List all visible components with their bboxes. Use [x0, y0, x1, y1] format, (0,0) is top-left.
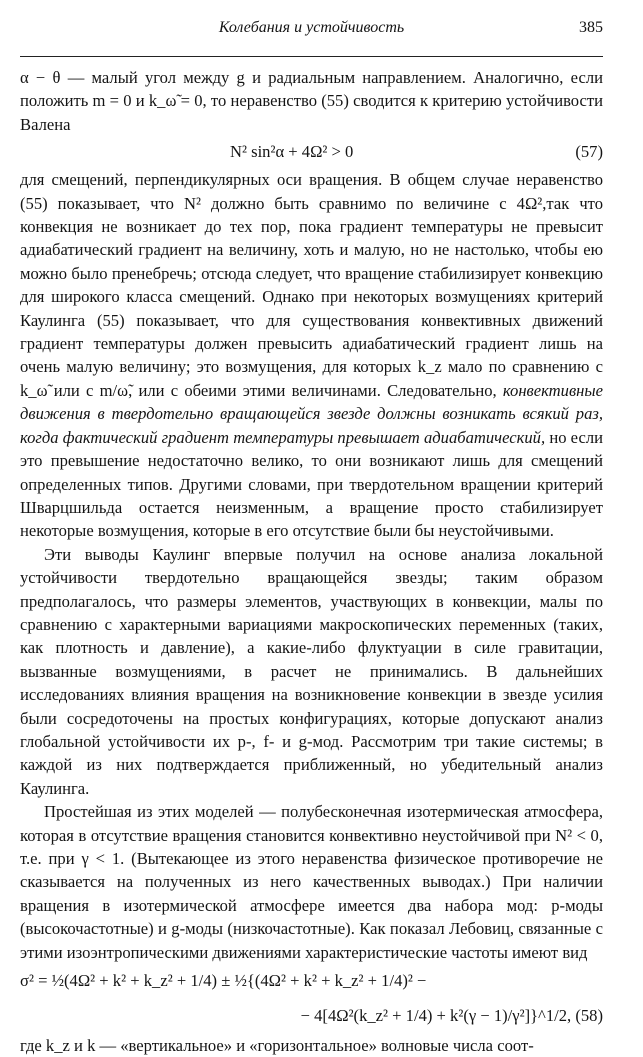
paragraph-3: Эти выводы Каулинг впервые получил на основе анализа локальной устойчивости твердотельно вращающейся звезды; таким образом предполагалось, что размеры элементов, участвующих в конвекции, малы по сравнению с характерными вариациями макроскопических переменных (таких, как плотность и давление), а какие-либо флуктуации в силе гравитации, вызванные возмущениями, в расчет не принимались. В дальнейших исследованиях влияния вращения на возникновение конвекции в звезде усилия были сосредоточены на простых конфигурациях, которые допускают анализ глобальной устойчивости их p-, f- и g-мод. Рассмотрим три такие системы; в каждой из них подтверждается приближенный, но убедительный анализ Каулинга. [20, 544, 603, 798]
equation-58-line-2-formula: − 4[4Ω²(k_z² + 1/4) + k²(γ − 1)/γ²]}^1/2, (58) [300, 1006, 603, 1026]
paragraph-2-emphasis: конвективные движения в твердотельно вращающейся звезде должны возникать всякий раз, когда фактический градиент температуры превышает адиабатический, [20, 380, 603, 447]
paragraph-4: Простейшая из этих моделей — полубесконечная изотермическая атмосфера, которая в отсутствие вращения становится конвективно неустойчивой при N² < 0, т.е. при γ < 1. (Вытекающее из этого неравенства физическое противоречие не сказывается на полученных из него качественных выводах.) При наличии вращения в изотермической атмосфере имеется два набора мод: p-моды (высокочастотные) и g-моды (низкочастотные). Как показал Лебовиц, связанные с этими изоэнтропическими движениями характеристические частоты имеют вид [20, 802, 603, 962]
running-head [20, 16, 603, 40]
page-number: 385 [579, 19, 603, 36]
paragraph-2-end: но если это превышение недостаточно велико, то они возникают лишь для смещений определенных типов. Другими словами, при твердотельном вращении критерий Шварцшильда остается неизменным, а вращение просто стабилизирует некоторые возмущения, которые в его отсутствие были бы неустойчивыми. [20, 427, 603, 541]
paragraph-5: где k_z и k — «вертикальное» и «горизонтальное» волновые числа соот- [20, 1036, 534, 1056]
equation-57-formula: N² sin²α + 4Ω² > 0 [230, 142, 354, 162]
equation-57-number: (57) [575, 142, 603, 162]
paragraph-2 [20, 168, 603, 543]
equation-58-line-1 [20, 964, 603, 998]
equation-57 [20, 136, 603, 168]
body-text [20, 66, 603, 1057]
paragraph-1: α − θ — малый угол между g и радиальным направлением. Аналогично, если положить m = 0 и k_ω̃ = 0, то неравенство (55) сводится к критерию устойчивости Валена [20, 68, 603, 134]
equation-58-line-2 [20, 998, 603, 1034]
paragraph-2-start: для смещений, перпендикулярных оси вращения. В общем случае неравенство (55) показывает, что N² должно быть сравнимо по величине с 4Ω²,так что конвекция не возникает до тех пор, пока градиент температуры не превысит адиабатический градиент на величину, хоть и малую, но не настолько, чтобы ею можно было пренебречь; отсюда следует, что вращение стабилизирует конвекцию для широкого класса смещений. Однако при некоторых возмущениях критерий Каулинга (55) показывает, что для существования конвективных движений градиент температуры должен превысить адиабатический градиент лишь на очень малую величину; это возмущения, для которых k_z мало по сравнению с k_ω̃ или с m/ω̃, или с обеими этими величинами. Следовательно, [20, 170, 603, 400]
running-title: Колебания и устойчивость [218, 19, 405, 36]
equation-58-line-1-formula: σ² = ½(4Ω² + k² + k_z² + 1/4) ± ½{(4Ω² + k² + k_z² + 1/4)² − [20, 971, 427, 991]
header-rule [20, 56, 603, 57]
